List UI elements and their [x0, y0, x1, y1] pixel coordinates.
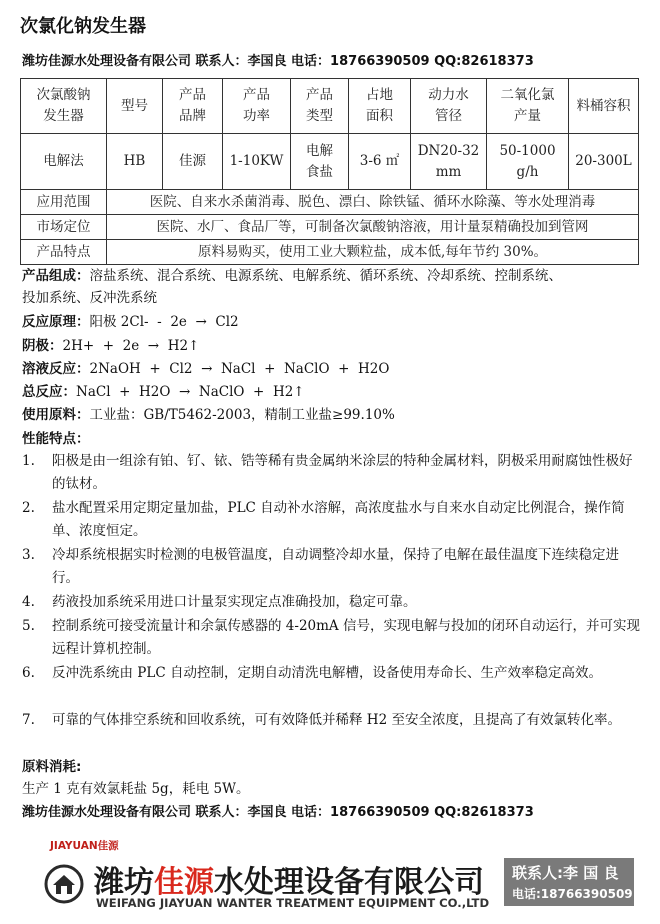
value-cell: HB — [107, 134, 163, 190]
feature-text: 控制系统可接受流量计和余氯传感器的 4-20mA 信号，实现电解与投加的闭环自动运行，并可实现远程计算机控制。 — [52, 618, 640, 657]
header-cell: 产品 品牌 — [163, 79, 223, 134]
composition-line-1 — [22, 266, 562, 286]
value-cell: 20-300L — [569, 134, 639, 190]
header-cell: 型号 — [107, 79, 163, 134]
reaction-line — [22, 312, 239, 332]
header-cell: 动力水 管径 — [411, 79, 487, 134]
feature-text: 阳极是由一组涂有铂、钌、铱、锆等稀有贵金属纳米涂层的特种金属材料，阴极采用耐腐蚀性极好的钛材。 — [52, 453, 633, 492]
reaction-label: 溶液反应： — [22, 361, 90, 377]
reaction-text: 阳极 2Cl- - 2e → Cl2 — [89, 314, 239, 330]
house-logo-icon — [44, 864, 84, 904]
composition-label: 产品组成： — [22, 268, 90, 284]
value-cell: 50-1000 g/h — [487, 134, 569, 190]
value-cell: 3-6 ㎡ — [349, 134, 411, 190]
reaction-label: 反应原理： — [22, 314, 90, 330]
reaction-label: 阴极： — [22, 338, 63, 354]
feature-text: 冷却系统根据实时检测的电极管温度，自动调整冷却水量，保持了电解在最佳温度下连续稳定进行。 — [52, 547, 619, 586]
features-heading: 性能特点： — [22, 431, 90, 447]
table-value-row — [21, 134, 639, 190]
value-cell: DN20-32 mm — [411, 134, 487, 190]
company-name-part: 潍坊 — [94, 865, 154, 900]
header-cell: 产品 类型 — [291, 79, 349, 134]
header-cell: 占地 面积 — [349, 79, 411, 134]
composition-text-2: 投加系统、反冲洗系统 — [22, 290, 157, 306]
feature-number: 1. — [22, 453, 35, 469]
spec-table — [20, 78, 639, 265]
row-text: 原料易购买，使用工业大颗粒盐，成本低,每年节约 30%。 — [107, 240, 639, 265]
consumption-text: 生产 1 克有效氯耗盐 5g，耗电 5W。 — [22, 781, 250, 797]
value-cell: 电解法 — [21, 134, 107, 190]
brand-small-logo: JIAYUAN佳源 — [50, 840, 119, 852]
feature-text: 反冲洗系统由 PLC 自动控制，定期自动清洗电解槽，设备使用寿命长、生产效率稳定高效。 — [52, 665, 602, 681]
header-cell: 二氧化氯 产量 — [487, 79, 569, 134]
reaction-line — [22, 359, 389, 379]
reaction-line — [22, 405, 395, 425]
reaction-line — [22, 382, 305, 402]
reaction-text: 2H+ + 2e → H2↑ — [62, 338, 200, 354]
table-row-features — [21, 240, 639, 265]
feature-number: 6. — [22, 665, 35, 681]
feature-text: 盐水配置采用定期定量加盐，PLC 自动补水溶解，高浓度盐水与自来水自动定比例混合，操作简单、浓度恒定。 — [52, 500, 625, 539]
table-header-row — [21, 79, 639, 134]
table-row-application — [21, 190, 639, 215]
feature-number: 7. — [22, 712, 35, 728]
feature-number: 5. — [22, 618, 35, 634]
page-title: 次氯化钠发生器 — [20, 16, 146, 37]
feature-text: 可靠的气体排空系统和回收系统，可有效降低并稀释 H2 至安全浓度，且提高了有效氯转化率。 — [52, 712, 621, 728]
feature-text: 药液投加系统采用进口计量泵实现定点准确投加，稳定可靠。 — [52, 594, 417, 610]
reaction-line — [22, 336, 199, 356]
table-row-market — [21, 215, 639, 240]
feature-number: 3. — [22, 547, 35, 563]
contact-person: 联系人:李 国 良 — [512, 864, 619, 882]
consumption-heading: 原料消耗: — [22, 759, 82, 775]
row-label: 产品特点 — [21, 240, 107, 265]
feature-number: 2. — [22, 500, 35, 516]
contact-phone: 电话:18766390509 — [512, 887, 633, 901]
contact-line-bottom: 潍坊佳源水处理设备有限公司 联系人：李国良 电话：18766390509 QQ:82618373 — [22, 805, 534, 820]
company-name-brand: 佳源 — [154, 865, 214, 900]
reaction-label: 使用原料： — [22, 407, 90, 423]
reaction-text: 2NaOH + Cl2 → NaCl + NaClO + H2O — [89, 361, 390, 377]
company-name-en: WEIFANG JIAYUAN WANTER TREATMENT EQUIPMENT CO.,LTD — [96, 896, 490, 910]
value-cell: 电解 食盐 — [291, 134, 349, 190]
row-text: 医院、水厂、食品厂等，可制备次氯酸钠溶液，用计量泵精确投加到管网 — [107, 215, 639, 240]
contact-box — [504, 858, 634, 906]
row-label: 市场定位 — [21, 215, 107, 240]
reaction-text: 工业盐：GB/T5462-2003，精制工业盐≥99.10% — [89, 407, 395, 423]
row-label: 应用范围 — [21, 190, 107, 215]
reaction-text: NaCl + H2O → NaClO + H2↑ — [76, 384, 305, 400]
value-cell: 佳源 — [163, 134, 223, 190]
contact-line-top: 潍坊佳源水处理设备有限公司 联系人：李国良 电话：18766390509 QQ:82618373 — [22, 54, 534, 69]
company-name-part: 水处理设备有限公司 — [214, 865, 484, 900]
header-cell: 产品 功率 — [223, 79, 291, 134]
reaction-label: 总反应： — [22, 384, 76, 400]
row-text: 医院、自来水杀菌消毒、脱色、漂白、除铁锰、循环水除藻、等水处理消毒 — [107, 190, 639, 215]
composition-text-1: 溶盐系统、混合系统、电源系统、电解系统、循环系统、冷却系统、控制系统、 — [89, 268, 562, 284]
company-name-cn — [94, 857, 484, 901]
header-cell: 次氯酸钠 发生器 — [21, 79, 107, 134]
feature-number: 4. — [22, 594, 35, 610]
header-cell: 料桶容积 — [569, 79, 639, 134]
value-cell: 1-10KW — [223, 134, 291, 190]
